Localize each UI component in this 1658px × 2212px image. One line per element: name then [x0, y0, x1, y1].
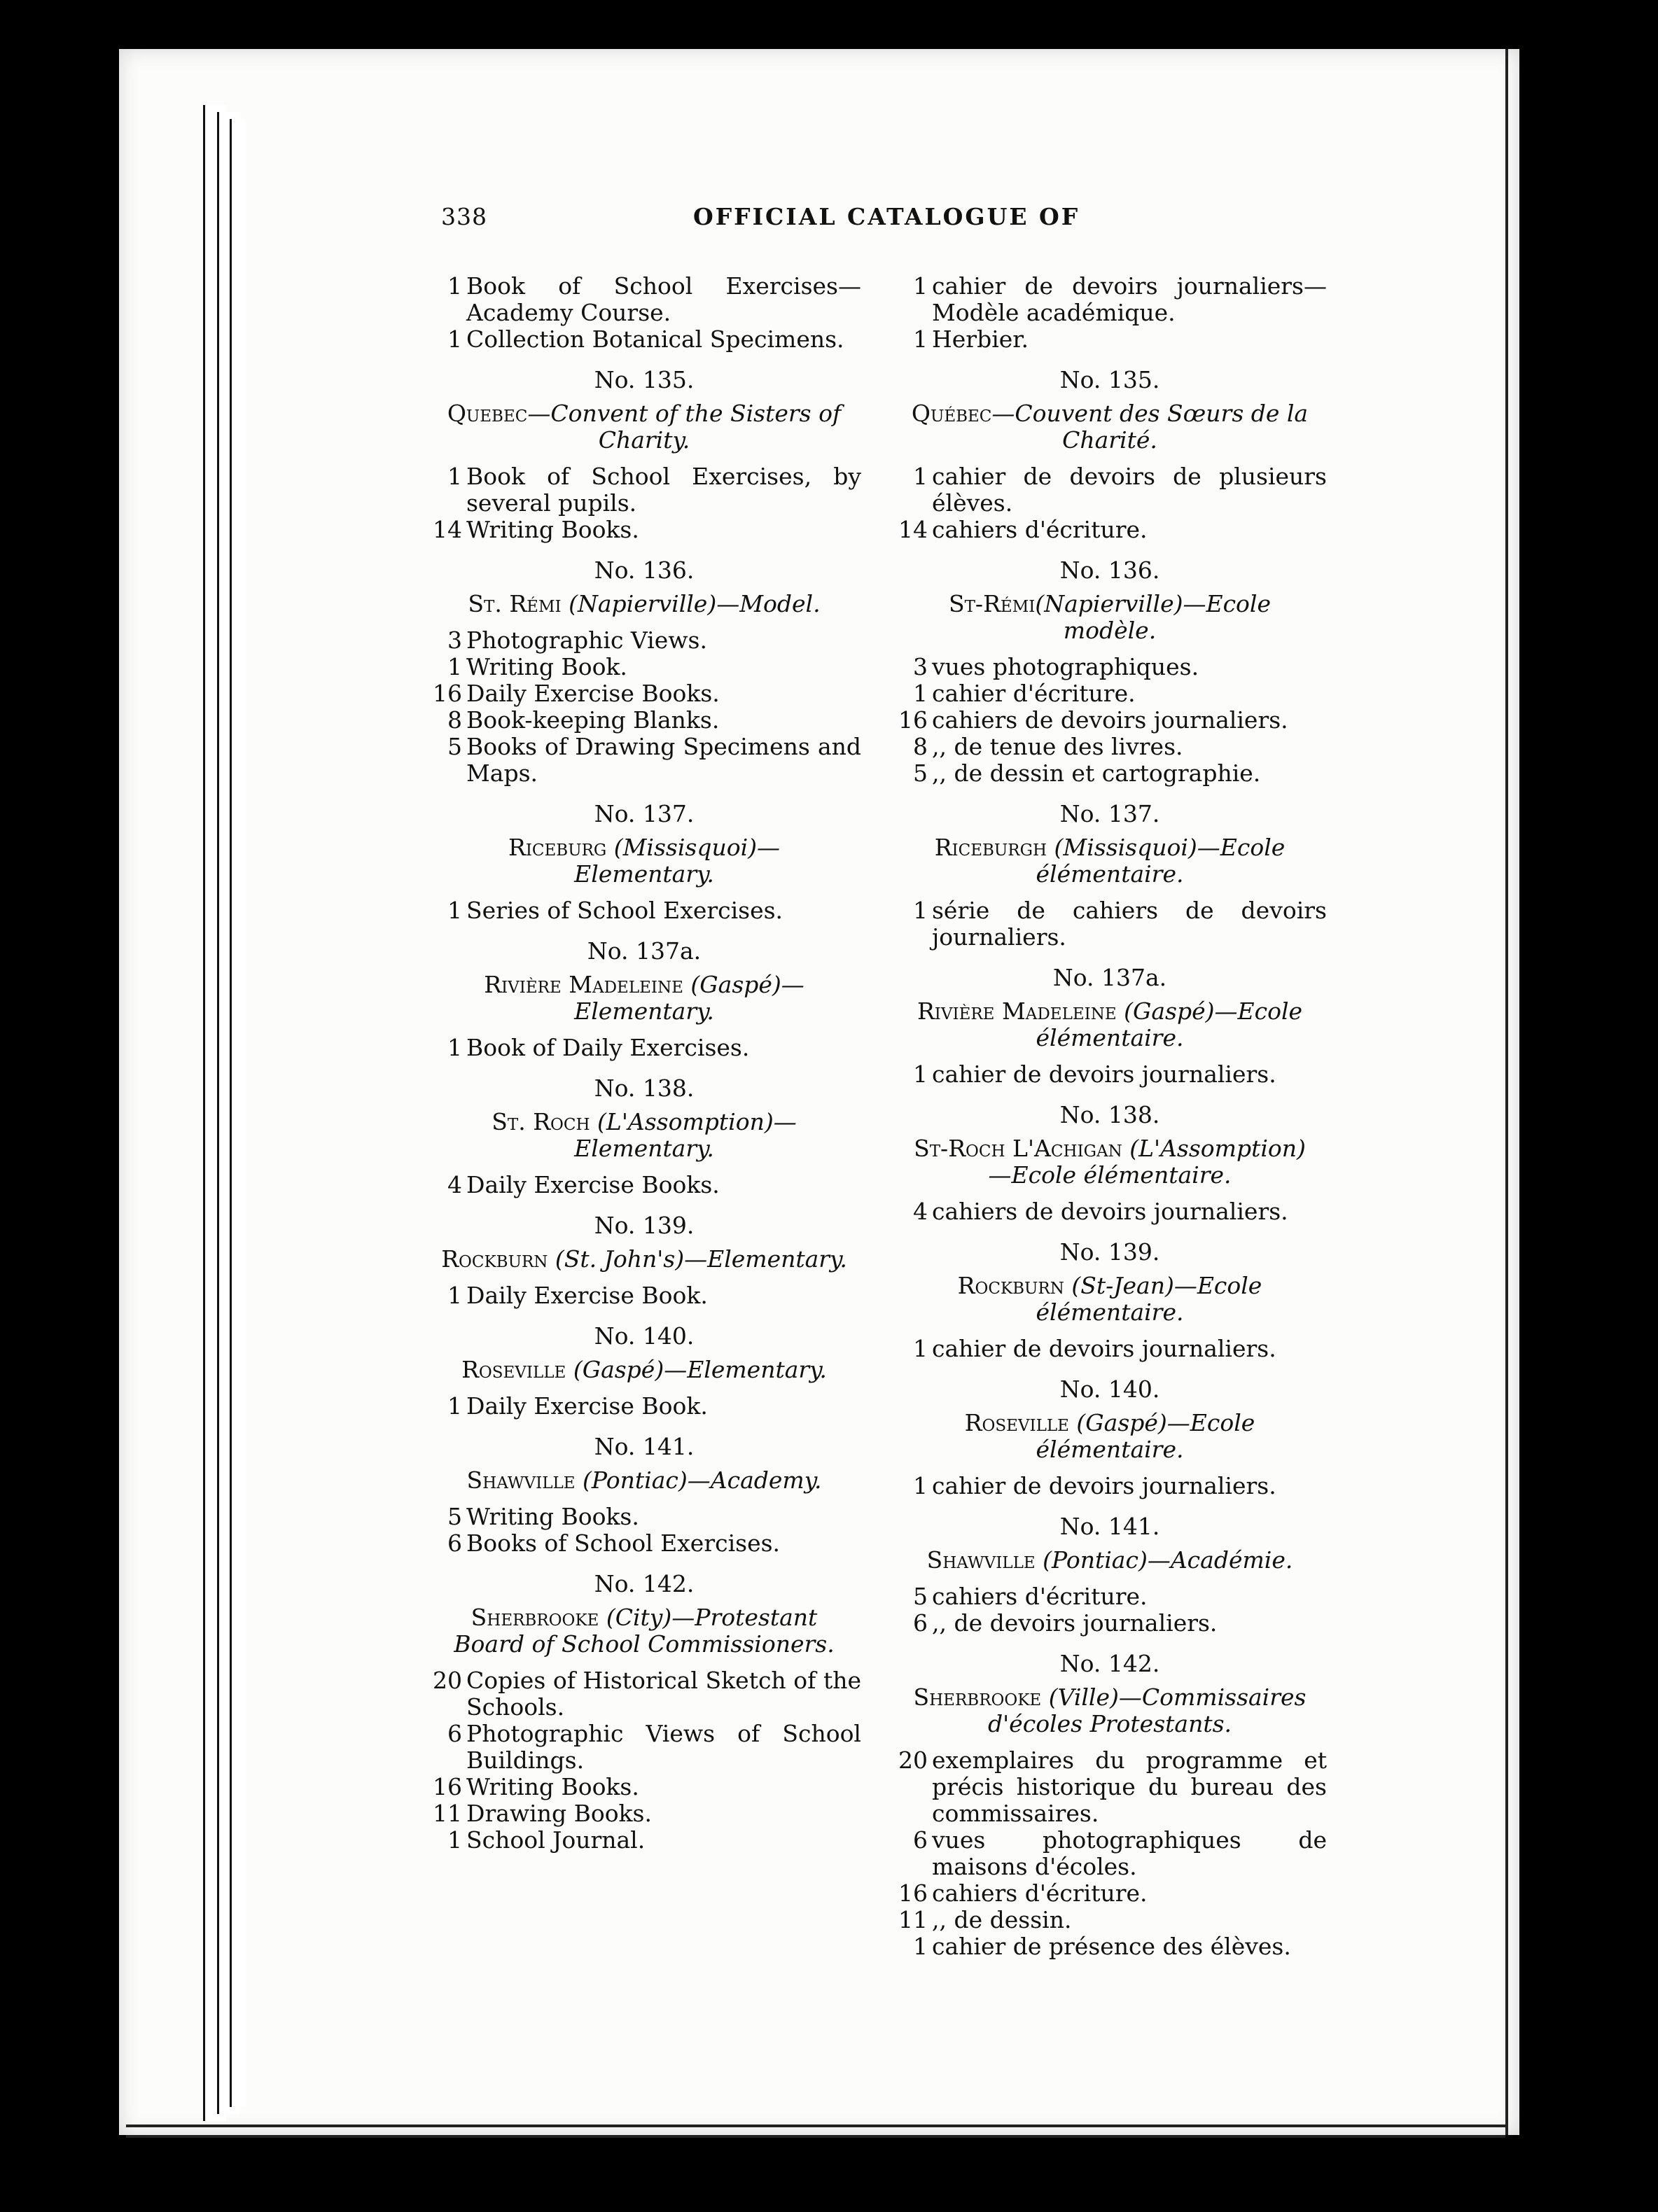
- item-text: cahier de devoirs journaliers—Modèle académique.: [932, 272, 1327, 326]
- catalogue-item: [427, 1721, 861, 1774]
- school-name: [427, 1604, 861, 1658]
- catalogue-item: [893, 1827, 1327, 1880]
- item-quantity: 4: [447, 1171, 462, 1198]
- item-quantity: 1: [913, 1933, 928, 1960]
- english-column: [427, 273, 861, 1854]
- item-quantity: 5: [447, 733, 462, 760]
- item-text: School Journal.: [466, 1826, 646, 1854]
- entry-number: No. 142.: [1059, 1650, 1160, 1677]
- catalogue-item: [893, 273, 1327, 326]
- item-text: Book of Daily Exercises.: [466, 1034, 750, 1061]
- school-place: St. Roch: [492, 1108, 590, 1135]
- item-quantity: 6: [447, 1530, 462, 1557]
- item-text: Book-keeping Blanks.: [466, 706, 720, 734]
- school-description: (Pontiac)—Academy.: [575, 1466, 822, 1494]
- entry-number: No. 137a.: [587, 937, 702, 965]
- page-bottom-edge: [126, 2124, 1505, 2127]
- spacer: [893, 644, 1327, 654]
- catalogue-item: [427, 1774, 861, 1800]
- item-text: Photographic Views.: [466, 626, 707, 654]
- spacer: [893, 1189, 1327, 1198]
- school-place: Rivière Madeleine: [917, 997, 1117, 1025]
- item-quantity: 8: [913, 733, 928, 760]
- entry-number: No. 141.: [1059, 1513, 1160, 1540]
- item-text: cahiers d'écriture.: [932, 1879, 1148, 1907]
- item-quantity: 1: [913, 326, 928, 353]
- item-text: vues photographiques de maisons d'écoles.: [932, 1826, 1327, 1880]
- item-text: Writing Books.: [466, 516, 639, 543]
- catalogue-item: [427, 1172, 861, 1198]
- catalogue-item: [427, 1827, 861, 1854]
- item-text: Book of School Exercises—Academy Course.: [466, 272, 861, 326]
- school-name: [893, 1410, 1327, 1463]
- school-description: (Ville)—Commissaires d'écoles Protestants.: [987, 1684, 1307, 1737]
- school-name: [427, 1246, 861, 1273]
- entry-number: No. 138.: [1059, 1101, 1160, 1128]
- school-place: Roseville: [964, 1409, 1069, 1436]
- entry-number: No. 137.: [1059, 800, 1160, 827]
- catalogue-item: [893, 1907, 1327, 1933]
- running-title: OFFICIAL CATALOGUE OF: [693, 203, 1080, 230]
- catalogue-item: [893, 517, 1327, 543]
- item-quantity: 1: [913, 1335, 928, 1362]
- page-number: 338: [441, 203, 487, 230]
- item-quantity: 3: [447, 626, 462, 654]
- item-quantity: 1: [447, 1282, 462, 1309]
- item-quantity: 16: [898, 1879, 928, 1907]
- entry-number: No. 137a.: [1052, 964, 1167, 991]
- page-edge: [230, 119, 246, 2107]
- item-quantity: 14: [433, 516, 462, 543]
- entry-number: No. 136.: [594, 556, 695, 584]
- entry-number: No. 135.: [1059, 366, 1160, 393]
- page-right-edge: [1505, 49, 1508, 2135]
- school-entry: [427, 1323, 861, 1420]
- school-entry: [893, 1239, 1327, 1362]
- item-quantity: 1: [913, 897, 928, 924]
- item-quantity: 1: [447, 897, 462, 924]
- school-place: Riceburg: [508, 834, 607, 861]
- school-entry: [893, 1651, 1327, 1960]
- catalogue-item: [893, 654, 1327, 680]
- school-entry: [427, 1212, 861, 1309]
- school-entry: [893, 1102, 1327, 1225]
- catalogue-item: [893, 1880, 1327, 1907]
- school-place: Sherbrooke: [471, 1604, 599, 1631]
- item-text: cahier de devoirs journaliers.: [932, 1472, 1276, 1499]
- catalogue-item: [427, 734, 861, 787]
- catalogue-item: [893, 1473, 1327, 1499]
- school-description: (Missisquoi)—Ecole élémentaire.: [1036, 834, 1286, 888]
- catalogue-item: [427, 1393, 861, 1420]
- school-place: St-Rémi: [948, 590, 1036, 617]
- spacer: [893, 1326, 1327, 1336]
- school-entry: [427, 938, 861, 1061]
- school-description: (Napierville)—Model.: [561, 590, 821, 617]
- catalogue-item: [893, 1583, 1327, 1610]
- item-quantity: 16: [433, 680, 462, 707]
- item-quantity: 6: [913, 1826, 928, 1854]
- item-text: cahier de présence des élèves.: [932, 1933, 1291, 1960]
- spacer: [427, 888, 861, 897]
- school-place: Rivière Madeleine: [484, 971, 683, 998]
- spacer: [427, 1383, 861, 1393]
- school-description: (Pontiac)—Académie.: [1035, 1546, 1293, 1574]
- entry-number: No. 135.: [594, 366, 695, 393]
- item-text: Daily Exercise Books.: [466, 680, 720, 707]
- school-description: (Missisquoi)—Elementary.: [574, 834, 781, 888]
- school-name: [427, 400, 861, 454]
- school-place: Shawville: [926, 1546, 1036, 1574]
- item-quantity: 1: [447, 1034, 462, 1061]
- catalogue-item: [427, 1667, 861, 1721]
- item-quantity: 6: [913, 1609, 928, 1637]
- item-quantity: 16: [898, 706, 928, 734]
- school-place: St. Rémi: [468, 590, 562, 617]
- catalogue-item: [427, 517, 861, 543]
- item-quantity: 16: [433, 1773, 462, 1800]
- school-name: [893, 998, 1327, 1051]
- catalogue-item: [893, 1198, 1327, 1225]
- school-place: Québec: [911, 400, 992, 427]
- item-quantity: 11: [898, 1906, 928, 1933]
- school-place: Roseville: [461, 1356, 566, 1383]
- school-description: —Couvent des Sœurs de la Charité.: [991, 400, 1309, 454]
- catalogue-item: [427, 654, 861, 680]
- spacer: [893, 454, 1327, 463]
- spacer: [893, 1574, 1327, 1583]
- catalogue-item: [893, 1747, 1327, 1827]
- entry-number: No. 138.: [594, 1074, 695, 1102]
- item-text: Series of School Exercises.: [466, 897, 783, 924]
- item-text: ,, de devoirs journaliers.: [932, 1609, 1218, 1637]
- item-quantity: 1: [447, 1392, 462, 1420]
- item-quantity: 11: [433, 1800, 462, 1827]
- catalogue-item: [893, 1610, 1327, 1637]
- school-place: Shawville: [466, 1466, 576, 1494]
- item-text: Writing Books.: [466, 1773, 639, 1800]
- school-entry: [893, 1376, 1327, 1499]
- item-text: ,, de tenue des livres.: [932, 733, 1183, 760]
- item-quantity: 1: [913, 463, 928, 490]
- item-text: Book of School Exercises, by several pupils.: [466, 463, 861, 517]
- item-text: exemplaires du programme et précis historique du bureau des commissaires.: [932, 1746, 1327, 1827]
- item-text: Copies of Historical Sketch of the Schools.: [466, 1667, 861, 1721]
- school-name: [427, 1357, 861, 1383]
- item-quantity: 4: [913, 1198, 928, 1225]
- entry-number: No. 139.: [1059, 1238, 1160, 1266]
- school-entry: [427, 1434, 861, 1557]
- catalogue-item: [427, 897, 861, 924]
- entry-number: No. 140.: [1059, 1376, 1160, 1403]
- item-text: cahier de devoirs de plusieurs élèves.: [932, 463, 1327, 517]
- school-name: [893, 1135, 1327, 1189]
- school-place: Rockburn: [957, 1272, 1064, 1299]
- catalogue-item: [427, 463, 861, 517]
- item-quantity: 20: [433, 1667, 462, 1694]
- catalogue-item: [893, 760, 1327, 787]
- spacer: [893, 888, 1327, 897]
- school-entry: [427, 367, 861, 543]
- spacer: [427, 1273, 861, 1282]
- item-text: ,, de dessin et cartographie.: [932, 760, 1261, 787]
- catalogue-item: [427, 627, 861, 654]
- school-name: [427, 972, 861, 1025]
- item-quantity: 1: [913, 1060, 928, 1088]
- catalogue-item: [427, 273, 861, 326]
- catalogue-item: [427, 1282, 861, 1309]
- entry-number: No. 140.: [594, 1322, 695, 1350]
- item-text: cahier de devoirs journaliers.: [932, 1060, 1276, 1088]
- item-text: Daily Exercise Books.: [466, 1171, 720, 1198]
- item-quantity: 6: [447, 1720, 462, 1747]
- school-name: [427, 1467, 861, 1494]
- item-text: série de cahiers de devoirs journaliers.: [932, 897, 1327, 951]
- school-entry: [893, 557, 1327, 787]
- catalogue-item: [427, 1530, 861, 1557]
- school-name: [427, 834, 861, 888]
- item-quantity: 14: [898, 516, 928, 543]
- school-description: (L'Assomption)—Ecole élémentaire.: [988, 1135, 1306, 1189]
- spacer: [427, 617, 861, 627]
- school-entry: [893, 367, 1327, 543]
- catalogue-item: [427, 680, 861, 707]
- item-quantity: 1: [447, 326, 462, 353]
- spacer: [893, 1051, 1327, 1061]
- school-description: (L'Assomption)—Elementary.: [574, 1108, 797, 1162]
- item-quantity: 1: [913, 680, 928, 707]
- item-quantity: 1: [447, 272, 462, 300]
- item-text: vues photographiques.: [932, 653, 1199, 680]
- item-quantity: 1: [913, 1472, 928, 1499]
- school-name: [893, 1684, 1327, 1737]
- item-text: cahiers de devoirs journaliers.: [932, 1198, 1288, 1225]
- entry-number: No. 142.: [594, 1570, 695, 1597]
- school-entry: [427, 801, 861, 924]
- item-text: Collection Botanical Specimens.: [466, 326, 844, 353]
- item-quantity: 1: [913, 272, 928, 300]
- item-quantity: 3: [913, 653, 928, 680]
- school-name: [893, 834, 1327, 888]
- catalogue-item: [427, 1800, 861, 1827]
- school-name: [427, 591, 861, 617]
- entry-number: No. 139.: [594, 1212, 695, 1239]
- school-description: (Gaspé)—Elementary.: [566, 1356, 827, 1383]
- school-description: (Napierville)—Ecole modèle.: [1035, 590, 1271, 644]
- catalogue-item: [893, 897, 1327, 951]
- school-entry: [893, 801, 1327, 951]
- catalogue-item: [893, 463, 1327, 517]
- item-text: Daily Exercise Book.: [466, 1392, 708, 1420]
- item-text: Herbier.: [932, 326, 1029, 353]
- school-description: (St. John's)—Elementary.: [548, 1245, 847, 1273]
- school-name: [893, 1547, 1327, 1574]
- school-description: (City)—Protestant Board of School Commissioners.: [454, 1604, 835, 1658]
- item-text: cahier d'écriture.: [932, 680, 1136, 707]
- school-place: Rockburn: [441, 1245, 548, 1273]
- spacer: [427, 454, 861, 463]
- item-text: Writing Book.: [466, 653, 627, 680]
- school-entry: [427, 1075, 861, 1198]
- item-text: Photographic Views of School Buildings.: [466, 1720, 861, 1774]
- item-quantity: 5: [913, 760, 928, 787]
- spacer: [427, 1025, 861, 1035]
- item-text: cahiers d'écriture.: [932, 1583, 1148, 1610]
- catalogue-item: [893, 326, 1327, 353]
- school-place: Sherbrooke: [913, 1684, 1042, 1711]
- school-description: (Gaspé)—Ecole élémentaire.: [1036, 997, 1303, 1051]
- item-quantity: 20: [898, 1746, 928, 1774]
- item-text: Writing Books.: [466, 1503, 639, 1530]
- item-quantity: 5: [447, 1503, 462, 1530]
- item-text: Drawing Books.: [466, 1800, 652, 1827]
- school-description: (St-Jean)—Ecole élémentaire.: [1036, 1272, 1262, 1326]
- catalogue-item: [893, 680, 1327, 707]
- school-description: (Gaspé)—Elementary.: [574, 971, 804, 1025]
- catalogue-item: [893, 734, 1327, 760]
- french-column: [893, 273, 1327, 1960]
- item-text: Books of School Exercises.: [466, 1530, 781, 1557]
- catalogue-item: [427, 707, 861, 734]
- school-description: —Convent of the Sisters of Charity.: [527, 400, 842, 454]
- item-quantity: 5: [913, 1583, 928, 1610]
- item-quantity: 1: [447, 463, 462, 490]
- item-text: Daily Exercise Book.: [466, 1282, 708, 1309]
- catalogue-item: [893, 707, 1327, 734]
- school-entry: [427, 1571, 861, 1854]
- catalogue-item: [893, 1933, 1327, 1960]
- school-place: Quebec: [447, 400, 528, 427]
- spacer: [427, 1494, 861, 1504]
- school-name: [893, 400, 1327, 454]
- school-place: St-Roch L'Achigan: [914, 1135, 1122, 1162]
- school-name: [893, 591, 1327, 644]
- school-name: [427, 1109, 861, 1162]
- catalogue-item: [893, 1061, 1327, 1088]
- school-entry: [427, 557, 861, 787]
- item-text: cahiers de devoirs journaliers.: [932, 706, 1288, 734]
- entry-number: No. 137.: [594, 800, 695, 827]
- item-text: cahiers d'écriture.: [932, 516, 1148, 543]
- school-name: [893, 1273, 1327, 1326]
- item-text: cahier de devoirs journaliers.: [932, 1335, 1276, 1362]
- school-entry: [893, 965, 1327, 1088]
- catalogue-item: [427, 1504, 861, 1530]
- school-description: (Gaspé)—Ecole élémentaire.: [1036, 1409, 1255, 1463]
- page-bottom-edge: [126, 2135, 1505, 2138]
- school-entry: [893, 1513, 1327, 1637]
- item-text: Books of Drawing Specimens and Maps.: [466, 733, 861, 787]
- spacer: [427, 1162, 861, 1172]
- entry-number: No. 136.: [1059, 556, 1160, 584]
- item-quantity: 1: [447, 1826, 462, 1854]
- item-quantity: 1: [447, 653, 462, 680]
- catalogue-item: [893, 1336, 1327, 1362]
- catalogue-item: [427, 326, 861, 353]
- school-place: Riceburgh: [934, 834, 1047, 861]
- item-quantity: 8: [447, 706, 462, 734]
- spacer: [427, 1658, 861, 1667]
- item-text: ,, de dessin.: [932, 1906, 1072, 1933]
- entry-number: No. 141.: [594, 1433, 695, 1460]
- spacer: [893, 1737, 1327, 1747]
- spacer: [893, 1463, 1327, 1473]
- catalogue-item: [427, 1035, 861, 1061]
